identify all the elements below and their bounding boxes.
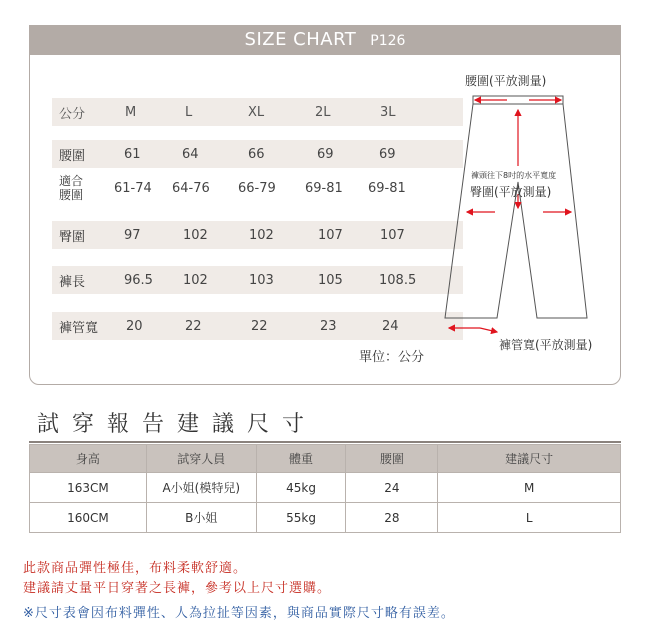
hem-measure-label: 褲管寬(平放測量) [499, 338, 593, 352]
size-3l-header: 3L [380, 104, 396, 120]
product-code: P126 [370, 33, 406, 49]
table-cell: 55kg [256, 503, 346, 533]
pants-diagram [435, 66, 621, 366]
column-header: 試穿人員 [146, 445, 256, 473]
column-header: 建議尺寸 [438, 445, 621, 473]
size-m-header: M [125, 104, 137, 120]
size-cell: 103 [249, 272, 274, 288]
size-cell: 107 [380, 227, 405, 243]
size-cell: 66-79 [238, 180, 276, 196]
size-cell: 24 [382, 318, 399, 334]
size-cell: 23 [320, 318, 337, 334]
tryon-table [29, 444, 621, 533]
row-label: 褲長 [59, 274, 86, 290]
size-row-hip [52, 221, 463, 249]
tryon-title: 試穿報告建議尺寸 [37, 412, 318, 437]
table-header-row [30, 445, 621, 473]
divider [29, 441, 621, 443]
table-cell: 24 [346, 473, 438, 503]
pants-outline [435, 66, 621, 366]
size-chart-card [29, 25, 621, 385]
size-cell: 22 [185, 318, 202, 334]
size-cell: 97 [124, 227, 141, 243]
table-cell: 45kg [256, 473, 346, 503]
table-cell: B小姐 [146, 503, 256, 533]
size-cell: 102 [249, 227, 274, 243]
note-elasticity: 此款商品彈性極佳，布料柔軟舒適。 [23, 561, 248, 576]
size-xl-header: XL [248, 104, 265, 120]
row-label: 臀圍 [59, 229, 86, 245]
size-cell: 102 [183, 227, 208, 243]
table-row [30, 473, 621, 503]
table-cell: 163CM [30, 473, 147, 503]
table-cell: M [438, 473, 621, 503]
size-row-waist [52, 140, 463, 168]
note-measure-advice: 建議請丈量平日穿著之長褲，參考以上尺寸選購。 [23, 581, 332, 596]
size-header-row [52, 98, 463, 126]
hip-measure-label: 臀圍(平放測量) [470, 185, 552, 199]
size-cell: 69-81 [368, 180, 406, 196]
size-cell: 107 [318, 227, 343, 243]
waist-measure-label: 腰圍(平放測量) [465, 74, 547, 88]
size-cell: 96.5 [124, 272, 153, 288]
size-cell: 66 [248, 146, 265, 162]
column-header: 體重 [256, 445, 346, 473]
size-cell: 108.5 [379, 272, 417, 288]
size-chart-title: SIZE CHART [244, 29, 357, 50]
size-cell: 64 [182, 146, 199, 162]
row-label-line: 適合 [59, 174, 84, 188]
row-label: 褲管寬 [59, 320, 99, 336]
unit-header: 公分 [59, 106, 86, 122]
table-cell: A小姐(模特兒) [146, 473, 256, 503]
column-header: 腰圍 [346, 445, 438, 473]
size-row-length [52, 266, 463, 294]
note-size-disclaimer: ※尺寸表會因布料彈性、人為拉扯等因素，與商品實際尺寸略有誤差。 [23, 606, 455, 621]
column-header: 身高 [30, 445, 147, 473]
hip-position-note: 褲頭往下8吋的水平寬度 [471, 171, 557, 180]
table-cell: L [438, 503, 621, 533]
size-cell: 64-76 [172, 180, 210, 196]
size-chart-header [29, 25, 621, 55]
table-row [30, 503, 621, 533]
size-row-fit-waist [52, 170, 463, 206]
size-cell: 69 [379, 146, 396, 162]
size-row-hem [52, 312, 463, 340]
table-cell: 28 [346, 503, 438, 533]
size-cell: 69 [317, 146, 334, 162]
table-cell: 160CM [30, 503, 147, 533]
size-cell: 61-74 [114, 180, 152, 196]
size-cell: 69-81 [305, 180, 343, 196]
size-l-header: L [185, 104, 193, 120]
size-cell: 61 [124, 146, 141, 162]
size-2l-header: 2L [315, 104, 331, 120]
size-cell: 20 [126, 318, 143, 334]
size-cell: 102 [183, 272, 208, 288]
row-label: 腰圍 [59, 148, 86, 164]
size-cell: 105 [318, 272, 343, 288]
row-label [59, 170, 83, 206]
row-label-line: 腰圍 [59, 188, 84, 202]
size-cell: 22 [251, 318, 268, 334]
unit-note: 單位：公分 [359, 350, 425, 365]
